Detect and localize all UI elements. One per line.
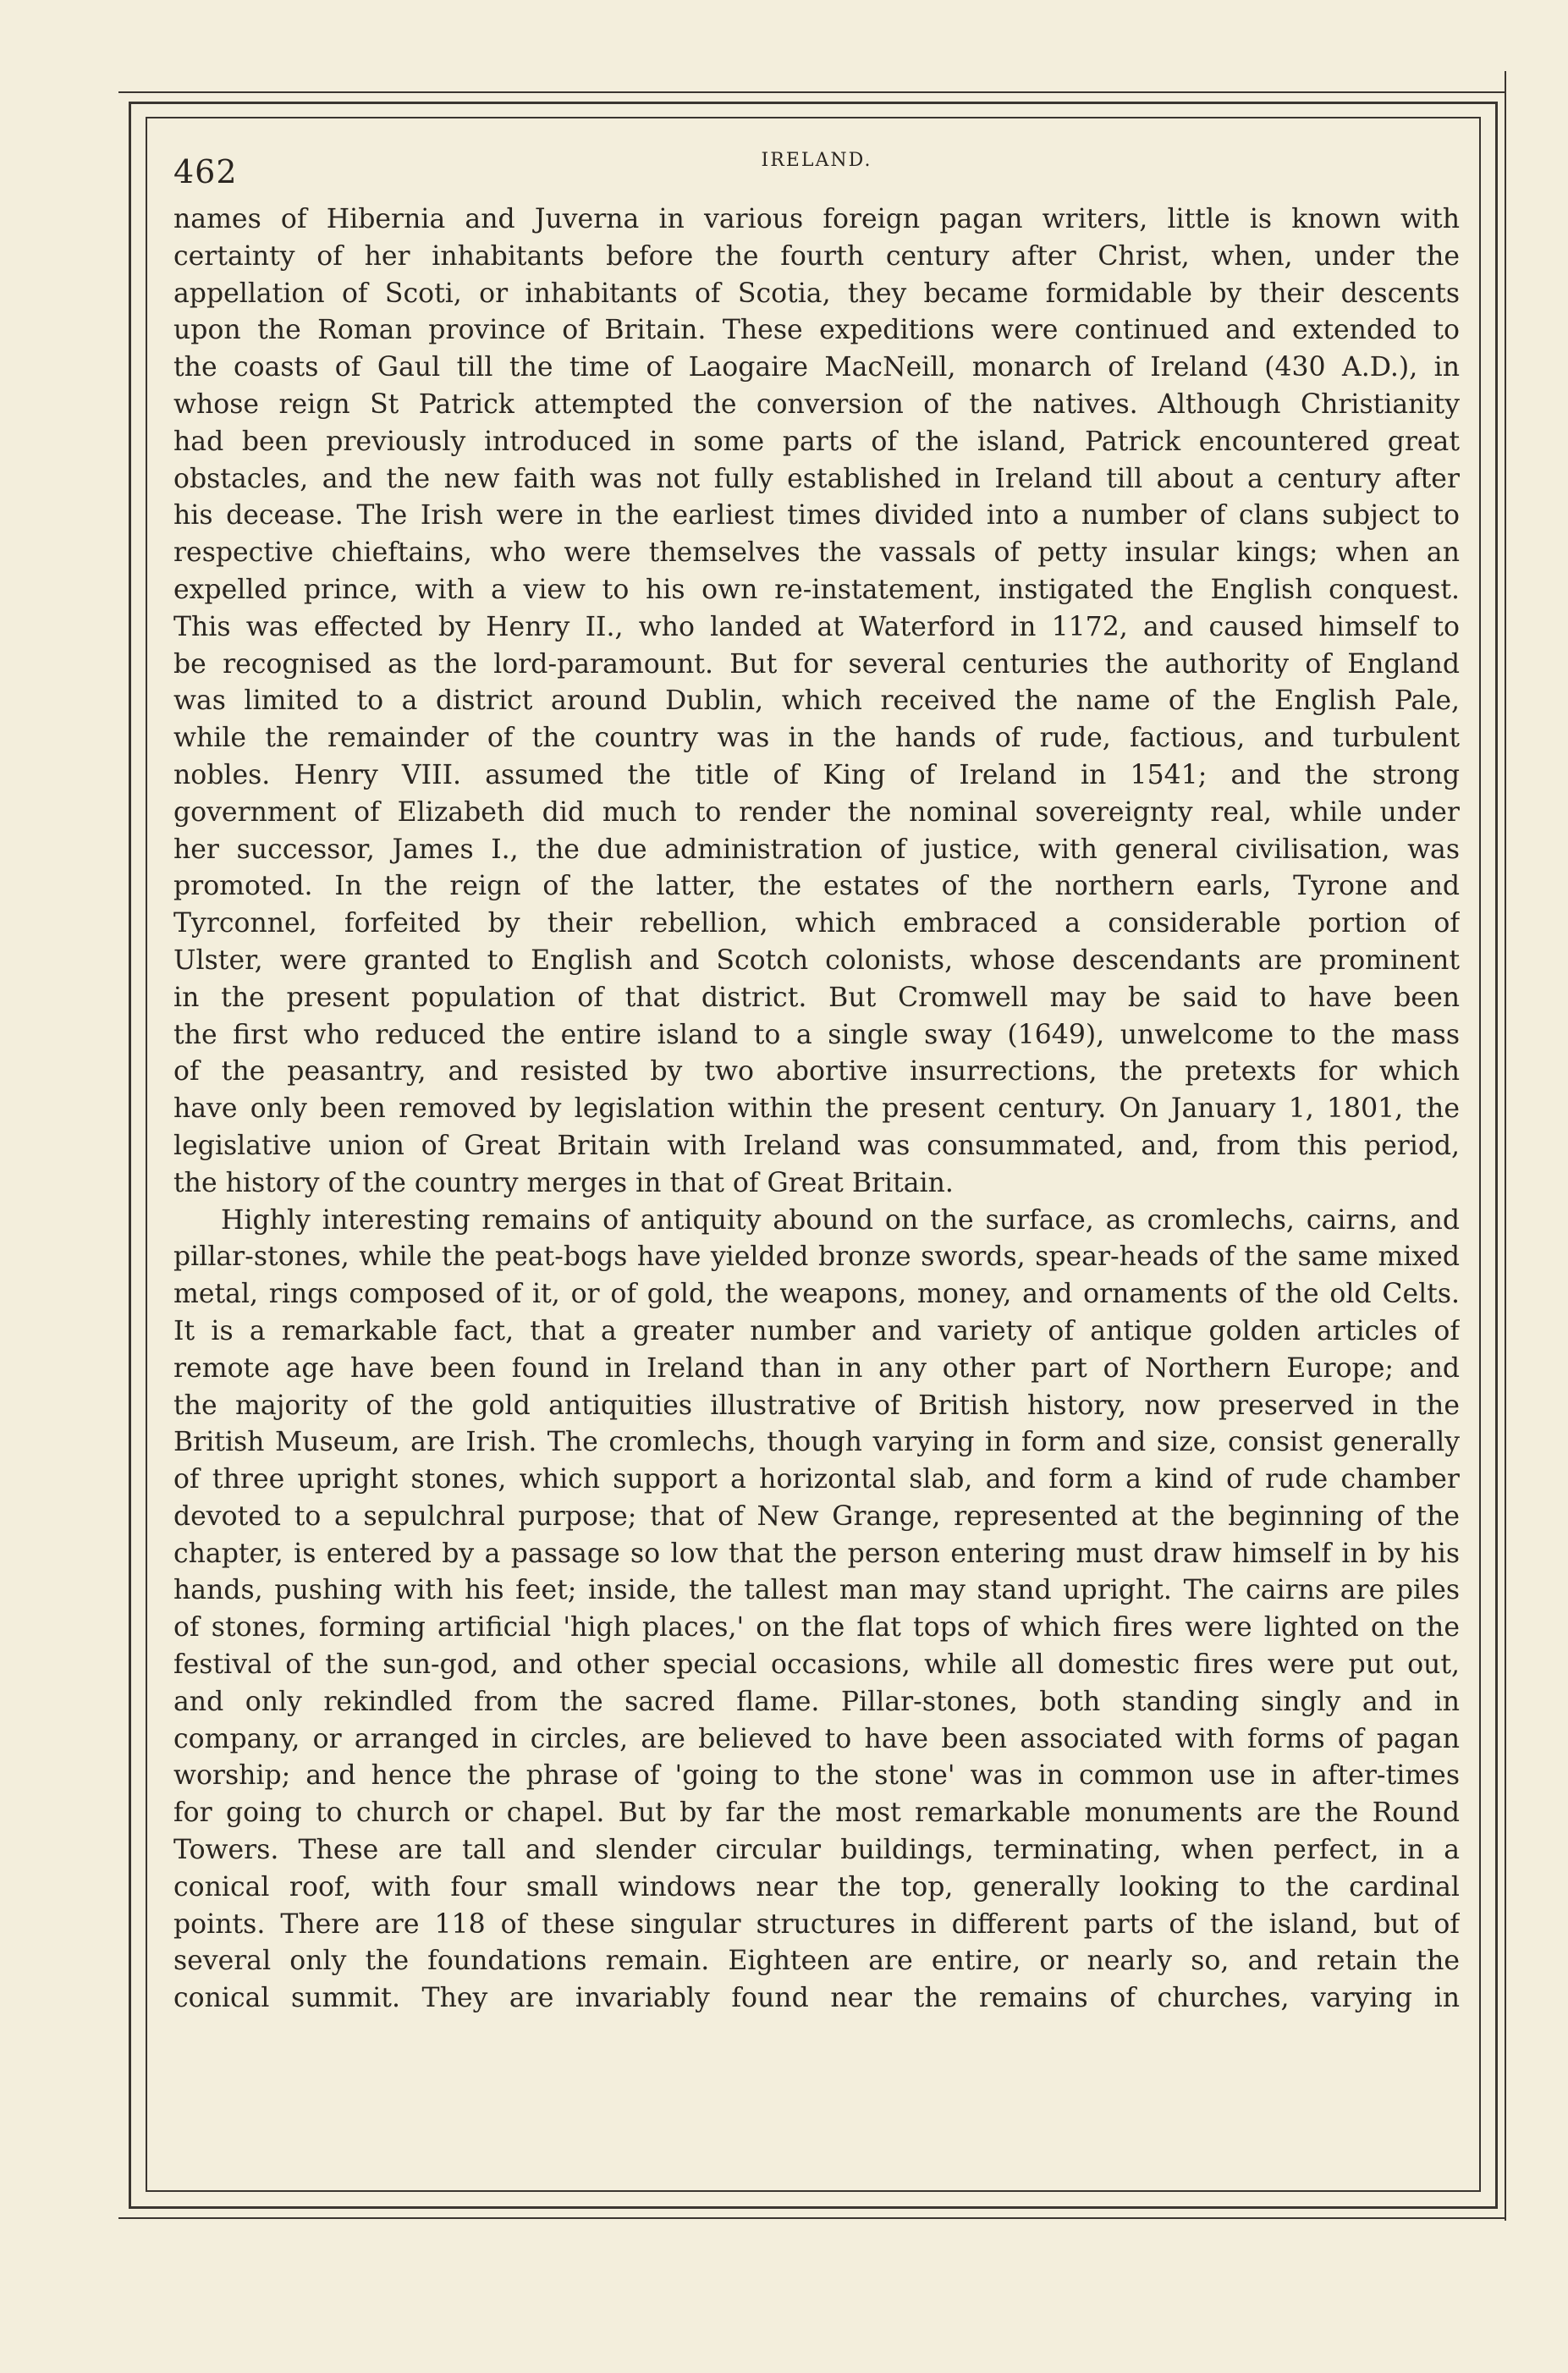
text-line: company, or arranged in circles, are believed to have been associated with forms of pagan [173, 1723, 1460, 1754]
text-line: pillar-stones, while the peat-bogs have yielded bronze swords, spear-heads of the same mixed [173, 1242, 1460, 1273]
text-line: British Museum, are Irish. The cromlechs, though varying in form and size, consist generally [173, 1427, 1460, 1458]
text-line: devoted to a sepulchral purpose; that of New Grange, represented at the beginning of the [173, 1500, 1460, 1532]
text-line: government of Elizabeth did much to render the nominal sovereignty real, while under [173, 796, 1460, 828]
text-line: several only the foundations remain. Eighteen are entire, or nearly so, and retain the [173, 1946, 1460, 1977]
text-line: conical roof, with four small windows near the top, generally looking to the cardinal [173, 1871, 1460, 1902]
right-edge-rule [1505, 71, 1506, 2221]
text-line: while the remainder of the country was in the hands of rude, factious, and turbulent [173, 723, 1460, 754]
text-line: for going to church or chapel. But by far the most remarkable monuments are the Round [173, 1798, 1460, 1829]
text-line: had been previously introduced in some parts of the island, Patrick encountered great [173, 426, 1460, 457]
paragraph-first-line: Highly interesting remains of antiquity abound on the surface, as cromlechs, cairns, and [221, 1204, 1460, 1236]
text-line: his decease. The Irish were in the earliest times divided into a number of clans subject to [173, 500, 1460, 531]
text-line: promoted. In the reign of the latter, the estates of the northern earls, Tyrone and [173, 871, 1460, 902]
text-line: of three upright stones, which support a horizontal slab, and form a kind of rude chamber [173, 1464, 1460, 1495]
text-line: was limited to a district around Dublin, which received the name of the English Pale, [173, 685, 1460, 717]
text-line: appellation of Scoti, or inhabitants of Scotia, they became formidable by their descents [173, 278, 1460, 309]
text-line: upon the Roman province of Britain. These expeditions were continued and extended to [173, 315, 1460, 346]
text-line: Tyrconnel, forfeited by their rebellion, which embraced a considerable portion of [173, 908, 1460, 939]
text-line: the first who reduced the entire island to a single sway (1649), unwelcome to the mass [173, 1019, 1460, 1050]
text-line: festival of the sun-god, and other special occasions, while all domestic fires were put out, [173, 1649, 1460, 1681]
top-rule [118, 91, 1506, 93]
text-line: metal, rings composed of it, or of gold, the weapons, money, and ornaments of the old Celts. [173, 1279, 1460, 1310]
text-line: respective chieftains, who were themselves the vassals of petty insular kings; when an [173, 537, 1460, 569]
text-line: expelled prince, with a view to his own re-instatement, instigated the English conquest. [173, 574, 1460, 605]
text-line: her successor, James I., the due administration of justice, with general civilisation, was [173, 834, 1460, 865]
page-number: 462 [173, 153, 238, 190]
body-text [173, 201, 1460, 2018]
text-line: names of Hibernia and Juverna in various foreign pagan writers, little is known with [173, 204, 1460, 234]
text-line: and only rekindled from the sacred flame. Pillar-stones, both standing singly and in [173, 1686, 1460, 1717]
text-line: legislative union of Great Britain with Ireland was consummated, and, from this period, [173, 1130, 1460, 1161]
paragraph-last-line: the history of the country merges in that of Great Britain. [173, 1167, 954, 1198]
text-line: of the peasantry, and resisted by two abortive insurrections, the pretexts for which [173, 1056, 1460, 1087]
text-line: This was effected by Henry II., who landed at Waterford in 1172, and caused himself to [173, 611, 1460, 642]
text-line: have only been removed by legislation within the present century. On January 1, 1801, the [173, 1093, 1460, 1125]
text-line: chapter, is entered by a passage so low that the person entering must draw himself in by his [173, 1538, 1460, 1569]
text-line: remote age have been found in Ireland than in any other part of Northern Europe; and [173, 1352, 1460, 1384]
text-line: of stones, forming artificial 'high places,' on the flat tops of which fires were lighted on the [173, 1612, 1460, 1643]
text-line: whose reign St Patrick attempted the conversion of the natives. Although Christianity [173, 388, 1460, 420]
bottom-rule [118, 2217, 1506, 2219]
text-line: Towers. These are tall and slender circular buildings, terminating, when perfect, in a [173, 1835, 1460, 1866]
text-line: in the present population of that district. But Cromwell may be said to have been [173, 982, 1460, 1013]
text-line: points. There are 118 of these singular structures in different parts of the island, but of [173, 1908, 1460, 1940]
text-line: Ulster, were granted to English and Scotch colonists, whose descendants are prominent [173, 944, 1460, 976]
text-line: hands, pushing with his feet; inside, the tallest man may stand upright. The cairns are piles [173, 1575, 1460, 1606]
text-line: obstacles, and the new faith was not fully established in Ireland till about a century after [173, 463, 1460, 494]
running-head: IRELAND. [761, 150, 872, 171]
text-line: certainty of her inhabitants before the fourth century after Christ, when, under the [173, 240, 1460, 272]
page-header [173, 140, 1460, 199]
text-line: conical summit. They are invariably found near the remains of churches, varying in [173, 1983, 1460, 2014]
text-line: be recognised as the lord-paramount. But for several centuries the authority of England [173, 648, 1460, 680]
text-line: It is a remarkable fact, that a greater number and variety of antique golden articles of [173, 1315, 1460, 1346]
text-line: the majority of the gold antiquities illustrative of British history, now preserved in the [173, 1390, 1460, 1421]
text-line: nobles. Henry VIII. assumed the title of King of Ireland in 1541; and the strong [173, 759, 1460, 790]
text-line: worship; and hence the phrase of 'going to the stone' was in common use in after-times [173, 1760, 1460, 1792]
text-line: the coasts of Gaul till the time of Laogaire MacNeill, monarch of Ireland (430 A.D.), in [173, 352, 1460, 383]
